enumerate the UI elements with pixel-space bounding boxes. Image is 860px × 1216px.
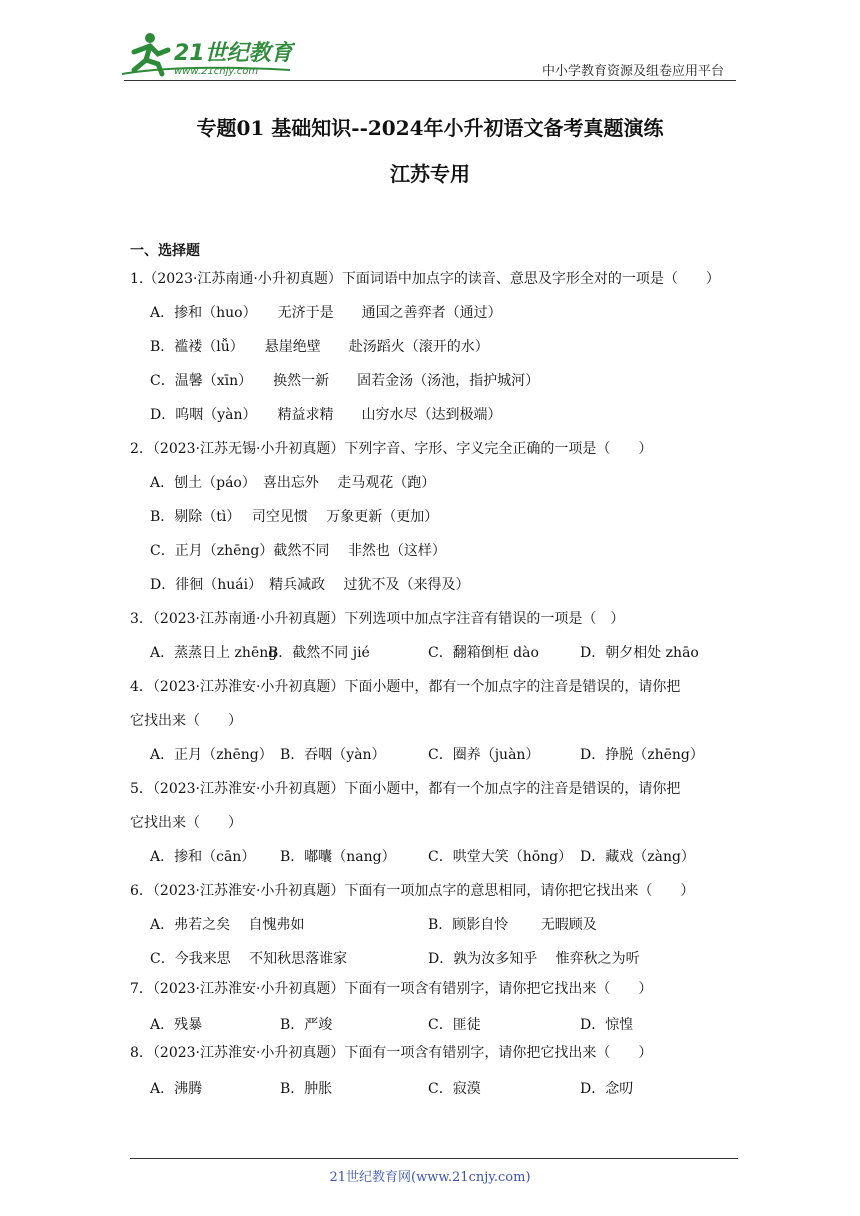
option-d[interactable]: D．呜咽（yàn） 精益求精 山穷水尽（达到极端） bbox=[150, 407, 502, 423]
option-c[interactable]: C．匪徒 bbox=[428, 1017, 481, 1033]
question-stem-cont: 它找出来（ ） bbox=[130, 713, 242, 729]
platform-label: 中小学教育资源及组卷应用平台 bbox=[541, 64, 724, 79]
question-stem: 2．（2023·江苏无锡·小升初真题）下列字音、字形、字义完全正确的一项是（ ） bbox=[130, 441, 653, 457]
question-stem-cont: 它找出来（ ） bbox=[130, 815, 242, 831]
option-a[interactable]: A．掺和（cān） bbox=[150, 849, 256, 865]
header-divider bbox=[124, 80, 736, 81]
option-c[interactable]: C．圈养（juàn） bbox=[428, 747, 540, 763]
question-stem: 6．（2023·江苏淮安·小升初真题）下面有一项加点字的意思相同，请你把它找出来（ ） bbox=[130, 883, 695, 899]
option-d[interactable]: D．念叨 bbox=[580, 1081, 634, 1097]
question-stem: 3．（2023·江苏南通·小升初真题）下列选项中加点字注音有错误的一项是（ ） bbox=[130, 611, 625, 627]
option-b[interactable]: B．肿胀 bbox=[280, 1081, 333, 1097]
option-a[interactable]: A．正月（zhēng） bbox=[150, 747, 273, 763]
question-stem: 4．（2023·江苏淮安·小升初真题）下面小题中，都有一个加点字的注音是错误的，请你把 bbox=[130, 679, 681, 695]
site-logo[interactable] bbox=[120, 30, 295, 80]
page-header bbox=[0, 0, 860, 90]
option-a[interactable]: A．弗若之矣 自愧弗如 bbox=[150, 917, 305, 933]
option-a[interactable]: A．刨土（páo） 喜出忘外 走马观花（跑） bbox=[150, 475, 436, 491]
page-subtitle: 江苏专用 bbox=[390, 162, 470, 186]
option-c[interactable]: C．今我来思 不知秋思落谁家 bbox=[150, 951, 348, 967]
option-d[interactable]: D．藏戏（zàng） bbox=[580, 849, 695, 865]
question-stem: 8．（2023·江苏淮安·小升初真题）下面有一项含有错别字，请你把它找出来（ ） bbox=[130, 1045, 653, 1061]
page-title: 专题01 基础知识--2024年小升初语文备考真题演练 bbox=[196, 116, 664, 140]
option-d[interactable]: D．挣脱（zhēng） bbox=[580, 747, 704, 763]
runner-logo-icon bbox=[120, 30, 295, 80]
option-a[interactable]: A．蒸蒸日上 zhēng bbox=[150, 645, 278, 661]
option-d[interactable]: D．孰为汝多知乎 惟弈秋之为听 bbox=[428, 951, 640, 967]
option-c[interactable]: C．翻箱倒柜 dào bbox=[428, 645, 539, 661]
option-d[interactable]: D．惊惶 bbox=[580, 1017, 634, 1033]
question-stem: 5．（2023·江苏淮安·小升初真题）下面小题中，都有一个加点字的注音是错误的，请你把 bbox=[130, 781, 681, 797]
option-c[interactable]: C．哄堂大笑（hōng） bbox=[428, 849, 573, 865]
option-b[interactable]: B．顾影自怜 无暇顾及 bbox=[428, 917, 597, 933]
option-c[interactable]: C．正月（zhēng）截然不同 非然也（这样） bbox=[150, 543, 446, 559]
option-b[interactable]: B．嘟囔（nang） bbox=[280, 849, 396, 865]
option-a[interactable]: A．掺和（huo） 无济于是 通国之善弈者（通过） bbox=[150, 305, 502, 321]
option-b[interactable]: B．严竣 bbox=[280, 1017, 333, 1033]
option-b[interactable]: B．吞咽（yàn） bbox=[280, 747, 386, 763]
logo-url: www.21cnjy.com bbox=[174, 66, 259, 77]
question-stem: 1.（2023·江苏南通·小升初真题）下面词语中加点字的读音、意思及字形全对的一项是（ ） bbox=[130, 271, 720, 287]
option-d[interactable]: D．徘徊（huái） 精兵减政 过犹不及（来得及） bbox=[150, 577, 470, 593]
option-d[interactable]: D．朝夕相处 zhāo bbox=[580, 645, 699, 661]
option-b[interactable]: B．剔除（tì） 司空见惯 万象更新（更加） bbox=[150, 509, 439, 525]
logo-text: 21世纪教育 bbox=[174, 41, 293, 66]
option-b[interactable]: B．截然不同 jié bbox=[268, 645, 370, 661]
option-a[interactable]: A．沸腾 bbox=[150, 1081, 203, 1097]
option-c[interactable]: C．温馨（xīn） 换然一新 固若金汤（汤池，指护城河） bbox=[150, 373, 540, 389]
question-stem: 7．（2023·江苏淮安·小升初真题）下面有一项含有错别字，请你把它找出来（ ） bbox=[130, 981, 653, 997]
option-c[interactable]: C．寂漠 bbox=[428, 1081, 481, 1097]
footer-link[interactable]: 21世纪教育网(www.21cnjy.com) bbox=[329, 1170, 531, 1185]
section-heading: 一、选择题 bbox=[130, 243, 200, 259]
option-a[interactable]: A．残暴 bbox=[150, 1017, 203, 1033]
option-b[interactable]: B．褴褛（lǚ） 悬崖绝壁 赴汤蹈火（滚开的水） bbox=[150, 339, 489, 355]
footer-divider bbox=[130, 1158, 738, 1159]
